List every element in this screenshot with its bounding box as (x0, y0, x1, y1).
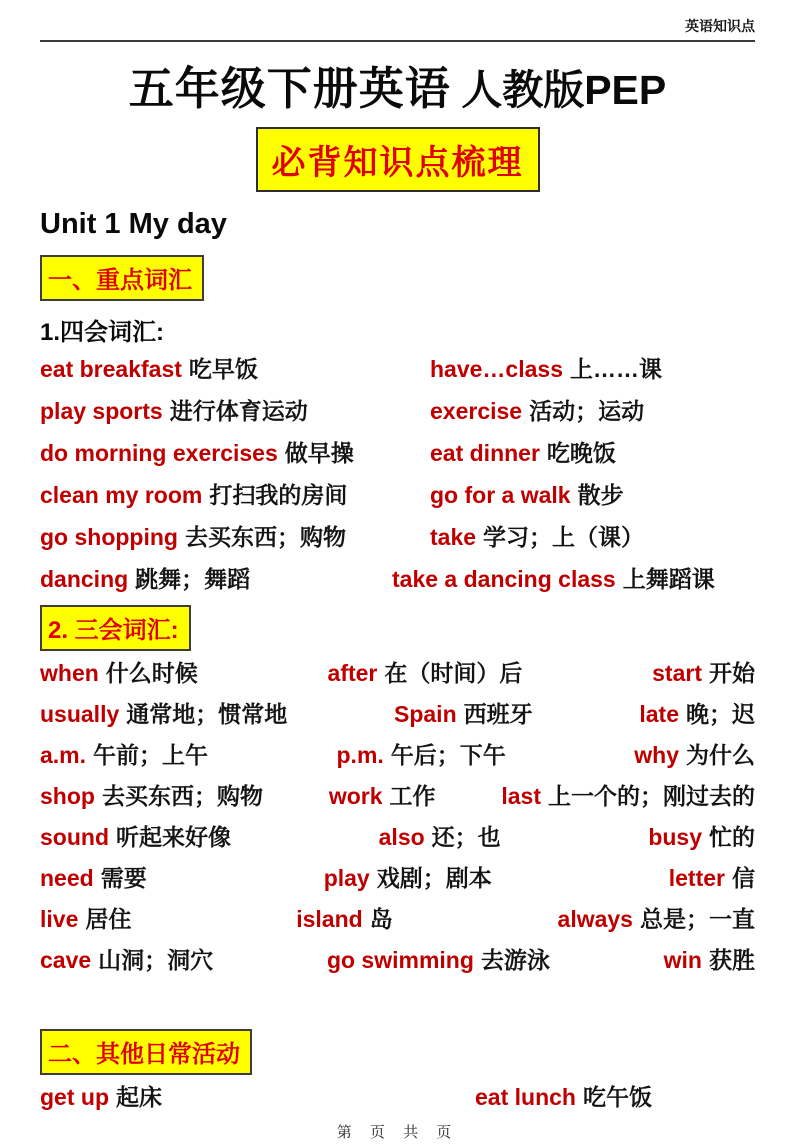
vocab-en: work (328, 783, 383, 809)
vocab-entry (40, 901, 131, 934)
vocab-en: island (296, 906, 363, 932)
vocab-entry (558, 901, 755, 934)
title-badge-wrap (40, 127, 755, 192)
vocab-zh: 午后；下午 (390, 742, 506, 768)
vocab-entry (296, 901, 392, 934)
vocab-en: dancing (40, 566, 129, 592)
vocab-entry (634, 737, 755, 770)
vocab-zh: 开始 (709, 660, 755, 686)
vocab-en: late (639, 701, 679, 727)
document-title (40, 52, 755, 117)
vocab-entry (40, 696, 287, 729)
vocab-en: letter (668, 865, 725, 891)
vocab-entry (327, 942, 550, 975)
vocab-zh: 进行体育运动 (169, 398, 308, 424)
corner-label: 英语知识点 (685, 18, 755, 34)
vocab-entry (40, 393, 430, 426)
vocab-zh: 午前；上午 (93, 742, 209, 768)
vocab-zh: 散步 (577, 482, 624, 508)
vocab-entry (40, 655, 198, 688)
vocab-entry (324, 860, 492, 893)
vocab-row (40, 477, 755, 519)
vocab-entry (392, 561, 715, 594)
vocab-en: shop (40, 783, 95, 809)
vocab-en: play (323, 865, 370, 891)
section1-rows (40, 351, 755, 603)
header-rule (40, 40, 755, 42)
title-edition: 人教版PEP (461, 67, 667, 113)
vocab-entry (40, 1079, 475, 1112)
vocab-zh: 为什么 (685, 742, 755, 768)
vocab-en: always (557, 906, 633, 932)
vocab-en: why (634, 742, 679, 768)
vocab-zh: 去游泳 (480, 947, 550, 973)
vocab-entry (394, 696, 533, 729)
section3-badge: 二、其他日常活动 (40, 1029, 252, 1075)
vocab-en: when (40, 660, 99, 686)
vocab-zh: 戏剧；剧本 (376, 865, 492, 891)
vocab-entry (430, 477, 624, 510)
vocab-en: need (40, 865, 94, 891)
vocab-en: clean my room (40, 482, 203, 508)
vocab-zh: 吃午饭 (582, 1084, 652, 1110)
vocab-en: start (652, 660, 702, 686)
vocab-row (40, 393, 755, 435)
vocab-entry (40, 737, 208, 770)
vocab-row (40, 519, 755, 561)
vocab-zh: 吃早饭 (188, 356, 258, 382)
vocab-entry (430, 393, 644, 426)
vocab-zh: 山洞；洞穴 (98, 947, 214, 973)
vocab-row (40, 435, 755, 477)
vocab-entry (40, 435, 430, 468)
vocab-zh: 工作 (389, 783, 436, 809)
vocab-row (40, 819, 755, 860)
vocab-en: after (327, 660, 378, 686)
vocab-entry (329, 778, 436, 811)
vocab-row (40, 561, 755, 603)
vocab-zh: 岛 (369, 906, 393, 932)
vocab-en: last (501, 783, 541, 809)
vocab-zh: 去买东西；购物 (184, 524, 346, 550)
vocab-zh: 起床 (116, 1084, 162, 1110)
vocab-row (40, 942, 755, 983)
vocab-en: eat dinner (430, 440, 540, 466)
vocab-en: play sports (40, 398, 163, 424)
section3-rows (40, 1079, 755, 1121)
unit-heading: Unit 1 My day (40, 208, 227, 240)
vocab-row (40, 901, 755, 942)
vocab-zh: 活动；运动 (529, 398, 645, 424)
section1-subheading: 1.四会词汇: (40, 319, 165, 346)
vocab-en: go shopping (40, 524, 178, 550)
vocab-entry (40, 942, 213, 975)
vocab-entry (430, 519, 644, 552)
vocab-zh: 上舞蹈课 (622, 566, 715, 592)
vocab-entry (337, 737, 506, 770)
vocab-en: eat lunch (475, 1084, 576, 1110)
vocab-zh: 上一个的；刚过去的 (548, 783, 755, 809)
vocab-entry (430, 351, 662, 384)
vocab-en: live (40, 906, 79, 932)
vocab-row (40, 655, 755, 696)
vocab-zh: 居住 (85, 906, 132, 932)
vocab-en: Spain (394, 701, 457, 727)
vocab-entry (40, 351, 430, 384)
vocab-zh: 什么时候 (105, 660, 198, 686)
vocab-row (40, 860, 755, 901)
vocab-row (40, 1079, 755, 1121)
vocab-entry (40, 778, 263, 811)
title-badge: 必背知识点梳理 (256, 127, 540, 192)
vocab-zh: 打扫我的房间 (209, 482, 348, 508)
page-footer: 第 页 共 页 (336, 1124, 459, 1141)
vocab-zh: 还；也 (431, 824, 501, 850)
vocab-entry (328, 655, 523, 688)
vocab-entry (652, 655, 755, 688)
section1-badge: 一、重点词汇 (40, 255, 204, 301)
vocab-zh: 在（时间）后 (384, 660, 523, 686)
vocab-en: have…class (430, 356, 563, 382)
section2-badge: 2. 三会词汇: (40, 605, 191, 651)
vocab-entry (475, 1079, 652, 1112)
vocab-entry (669, 860, 755, 893)
vocab-zh: 吃晚饭 (546, 440, 616, 466)
vocab-entry (40, 819, 231, 852)
vocab-row (40, 778, 755, 819)
vocab-en: go swimming (326, 947, 474, 973)
vocab-en: p.m. (336, 742, 384, 768)
vocab-zh: 跳舞；舞蹈 (135, 566, 251, 592)
vocab-entry (40, 561, 392, 594)
vocab-en: take (430, 524, 477, 550)
vocab-zh: 去买东西；购物 (101, 783, 263, 809)
vocab-en: also (378, 824, 425, 850)
vocab-zh: 获胜 (709, 947, 755, 973)
title-main: 五年级下册英语 (128, 63, 451, 114)
vocab-entry (40, 477, 430, 510)
vocab-zh: 总是；一直 (639, 906, 755, 932)
vocab-entry (40, 519, 430, 552)
vocab-zh: 通常地；惯常地 (126, 701, 288, 727)
vocab-entry (639, 696, 755, 729)
vocab-en: usually (40, 701, 120, 727)
vocab-en: a.m. (40, 742, 87, 768)
vocab-zh: 需要 (100, 865, 147, 891)
vocab-zh: 上……课 (569, 356, 662, 382)
vocab-zh: 忙的 (709, 824, 755, 850)
vocab-zh: 晚；迟 (686, 701, 755, 727)
vocab-entry (40, 860, 147, 893)
vocab-zh: 学习；上（课） (483, 524, 645, 550)
vocab-row (40, 351, 755, 393)
vocab-en: cave (40, 947, 92, 973)
vocab-en: busy (648, 824, 702, 850)
vocab-entry (501, 778, 755, 811)
vocab-entry (379, 819, 501, 852)
vocab-en: take a dancing class (392, 566, 616, 592)
vocab-en: win (663, 947, 702, 973)
vocab-en: exercise (430, 398, 523, 424)
vocab-entry (648, 819, 755, 852)
vocab-en: do morning exercises (40, 440, 278, 466)
vocab-en: sound (40, 824, 109, 850)
vocab-en: go for a walk (430, 482, 571, 508)
vocab-en: get up (40, 1084, 109, 1110)
vocab-entry (430, 435, 616, 468)
vocab-zh: 听起来好像 (116, 824, 231, 850)
vocab-entry (664, 942, 755, 975)
vocab-zh: 西班牙 (463, 701, 533, 727)
vocab-en: eat breakfast (40, 356, 182, 382)
vocab-zh: 做早操 (284, 440, 354, 466)
vocab-zh: 信 (732, 865, 755, 891)
section2-rows (40, 655, 755, 983)
vocab-row (40, 737, 755, 778)
vocab-row (40, 696, 755, 737)
